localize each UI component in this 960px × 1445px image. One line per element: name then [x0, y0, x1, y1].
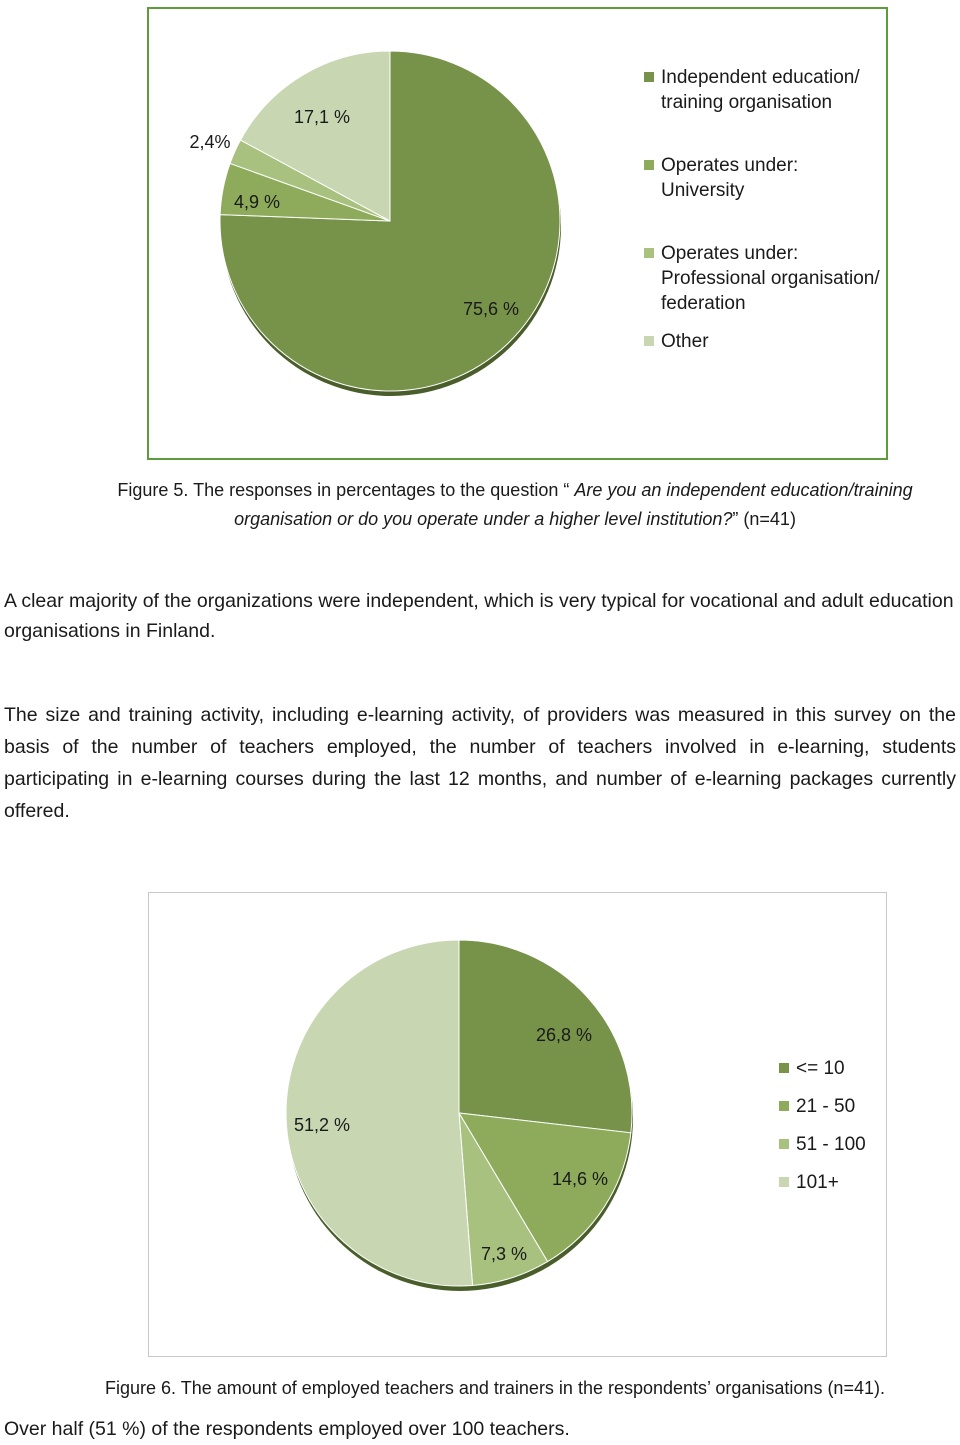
figure-5-caption-prefix: Figure 5. The responses in percentages to the question “: [117, 480, 575, 500]
figure-5-legend: [644, 65, 884, 367]
legend-item-1: [779, 1056, 889, 1081]
data-label-4: 17,1 %: [293, 107, 351, 127]
legend-label-1: Independent education/ training organisation: [661, 67, 860, 113]
figure-5-caption-question: Are you an independent education/training organisation or do you operate under a higher level institution?: [234, 480, 913, 529]
legend-swatch-1: [779, 1063, 789, 1073]
legend-swatch-3: [644, 248, 654, 258]
legend-item-3: [779, 1132, 889, 1157]
data-label-2: 14,6 %: [551, 1169, 609, 1189]
data-label-4: 51,2 %: [293, 1115, 351, 1135]
legend-item-4: [644, 329, 884, 354]
legend-swatch-4: [644, 336, 654, 346]
legend-label-2: Operates under: University: [661, 155, 799, 201]
figure-6-chart: [148, 892, 887, 1357]
legend-swatch-3: [779, 1139, 789, 1149]
legend-item-1: [644, 65, 884, 115]
legend-swatch-1: [644, 72, 654, 82]
legend-label-3: 51 - 100: [796, 1134, 866, 1155]
data-label-3: 2,4%: [189, 132, 231, 152]
figure-5-caption: [70, 476, 960, 534]
legend-label-4: Other: [661, 331, 709, 352]
legend-swatch-4: [779, 1177, 789, 1187]
figure-5-caption-suffix: ” (n=41): [732, 509, 796, 529]
paragraph-size-training-activity: The size and training activity, including e-learning activity, of providers was measured in this survey on the basis of the number of teachers employed, the number of teachers involved in e-learning, students participating in e-learning courses during the last 12 months, and number of e-learning packages currently offered.: [4, 704, 956, 822]
legend-item-4: [779, 1170, 889, 1195]
legend-label-4: 101+: [796, 1172, 839, 1193]
figure-6-pie: [149, 893, 888, 1358]
legend-label-1: <= 10: [796, 1058, 845, 1079]
paragraph-majority-independent: A clear majority of the organizations were independent, which is very typical for vocational and adult education organisations in Finland.: [4, 590, 954, 642]
legend-label-3: Operates under: Professional organisation/ federation: [661, 243, 880, 314]
figure-5-chart: [147, 7, 888, 460]
legend-label-2: 21 - 50: [796, 1096, 856, 1117]
legend-swatch-2: [779, 1101, 789, 1111]
figure-6-caption: Figure 6. The amount of employed teachers and trainers in the respondents’ organisations (n=41).: [105, 1378, 885, 1398]
data-label-1: 26,8 %: [535, 1025, 593, 1045]
legend-swatch-2: [644, 160, 654, 170]
data-label-3: 7,3 %: [480, 1244, 528, 1264]
data-label-2: 4,9 %: [233, 192, 281, 212]
paragraph-over-half: Over half (51 %) of the respondents employed over 100 teachers.: [4, 1418, 570, 1440]
legend-item-2: [644, 153, 884, 203]
data-label-1: 75,6 %: [462, 299, 520, 319]
legend-item-3: [644, 241, 884, 316]
legend-item-2: [779, 1094, 889, 1119]
figure-6-legend: [779, 1056, 889, 1208]
pie-slice-4: [286, 940, 473, 1286]
